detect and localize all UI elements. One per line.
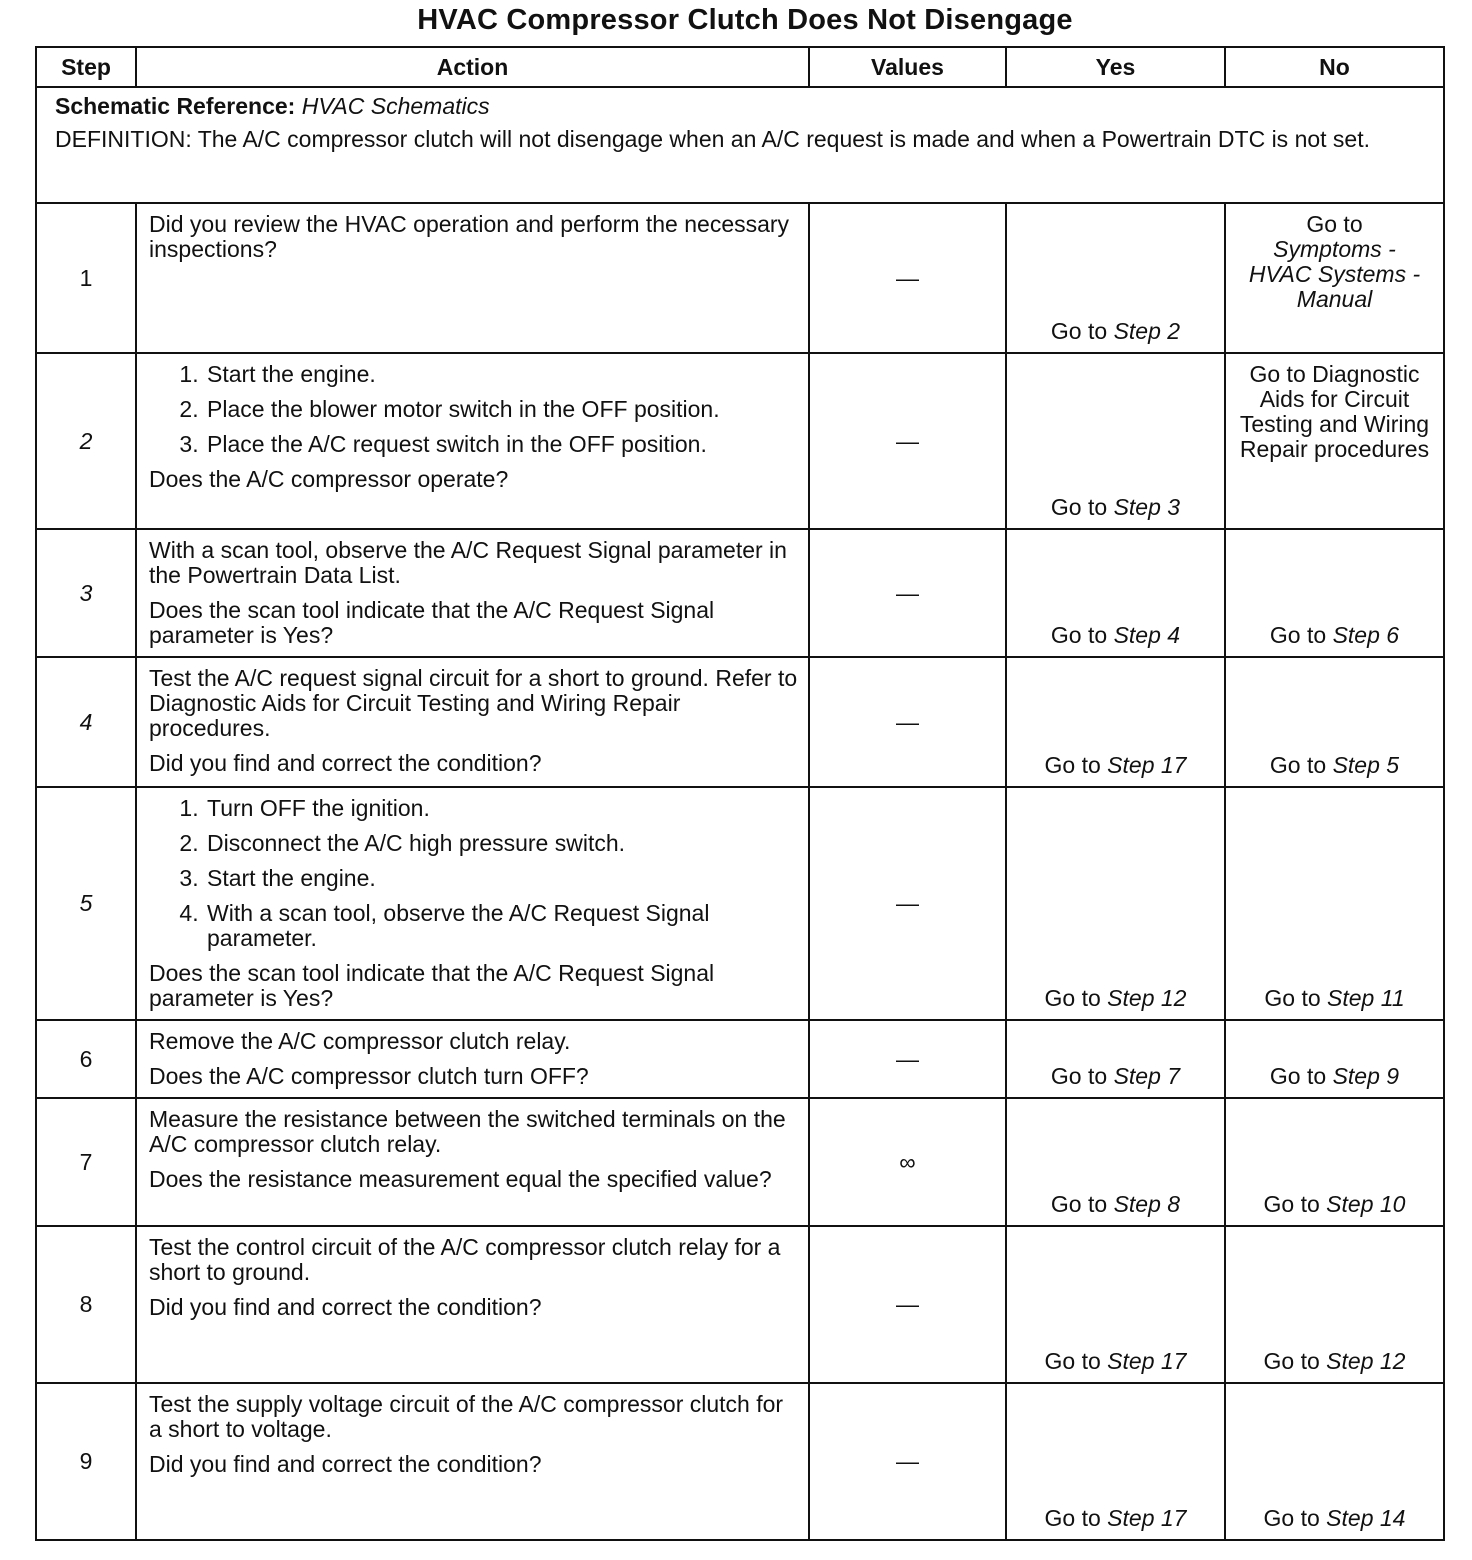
yes-cell[interactable]: [1006, 1020, 1225, 1098]
action-steps-list: [149, 362, 798, 457]
no-step-link[interactable]: Step 12: [1326, 1348, 1406, 1374]
table-row: [36, 1098, 1444, 1226]
no-goto-prefix: Go to: [1263, 1505, 1320, 1531]
step-number: 7: [36, 1098, 136, 1226]
no-cell[interactable]: [1225, 1098, 1444, 1226]
no-goto-prefix: Go to: [1269, 752, 1327, 778]
action-question: Does the scan tool indicate that the A/C Request Signal parameter is Yes?: [149, 960, 715, 1011]
yes-goto-prefix: Go to: [1044, 1505, 1101, 1531]
no-step-link[interactable]: Step 9: [1332, 1063, 1400, 1089]
yes-goto-prefix: Go to: [1050, 1191, 1108, 1217]
table-row: [36, 353, 1444, 529]
step-number: 4: [36, 657, 136, 787]
value-cell: —: [809, 1020, 1006, 1098]
value-cell: —: [809, 787, 1006, 1020]
action-text: Does the A/C compressor clutch turn OFF?: [149, 1063, 589, 1089]
value-cell: —: [809, 657, 1006, 787]
value-cell: —: [809, 1383, 1006, 1540]
no-goto-prefix: Go to: [1263, 1348, 1320, 1374]
no-cell[interactable]: [1225, 657, 1444, 787]
yes-cell[interactable]: [1006, 1226, 1225, 1383]
no-cell[interactable]: [1225, 1226, 1444, 1383]
list-item: 2. Place the blower motor switch in the OFF position.: [205, 397, 798, 422]
schematic-label: Schematic Reference:: [55, 93, 296, 119]
schematic-row: [36, 87, 1444, 203]
yes-goto-prefix: Go to: [1044, 752, 1101, 778]
action-text: Does the resistance measurement equal the specified value?: [149, 1166, 772, 1192]
no-cell[interactable]: [1225, 529, 1444, 657]
action-cell: [136, 353, 809, 529]
value-cell: —: [809, 1226, 1006, 1383]
header-action: Action: [136, 47, 809, 87]
action-text: Did you find and correct the condition?: [149, 1451, 542, 1477]
page-title: HVAC Compressor Clutch Does Not Disengage: [417, 4, 1073, 36]
no-cell[interactable]: [1225, 203, 1444, 353]
no-cell[interactable]: [1225, 1020, 1444, 1098]
step-number: 9: [36, 1383, 136, 1540]
yes-cell[interactable]: [1006, 1098, 1225, 1226]
yes-goto-prefix: Go to: [1044, 985, 1101, 1011]
list-item: 3. Place the A/C request switch in the OFF position.: [205, 432, 798, 457]
definition-text: DEFINITION: The A/C compressor clutch will not disengage when an A/C request is made and when a Powertrain DTC is not set.: [55, 126, 1370, 152]
action-text: Test the control circuit of the A/C compressor clutch relay for a short to ground.: [149, 1234, 781, 1285]
yes-cell[interactable]: [1006, 529, 1225, 657]
yes-step-link[interactable]: Step 17: [1107, 1348, 1187, 1374]
no-step-link[interactable]: Step 10: [1326, 1191, 1406, 1217]
yes-goto-prefix: Go to: [1050, 318, 1108, 344]
yes-step-link[interactable]: Step 2: [1113, 318, 1181, 344]
no-step-link[interactable]: Step 14: [1326, 1505, 1406, 1531]
action-text: Does the scan tool indicate that the A/C Request Signal parameter is Yes?: [149, 597, 715, 648]
action-question: Does the A/C compressor operate?: [149, 466, 509, 492]
step-number: 2: [36, 353, 136, 529]
action-text: With a scan tool, observe the A/C Request Signal parameter in the Powertrain Data List.: [149, 537, 787, 588]
action-text: Did you review the HVAC operation and perform the necessary inspections?: [149, 211, 790, 262]
action-text: Test the supply voltage circuit of the A/C compressor clutch for a short to voltage.: [149, 1391, 784, 1442]
diagnostic-table: [35, 46, 1445, 1541]
yes-step-link[interactable]: Step 8: [1113, 1191, 1181, 1217]
yes-step-link[interactable]: Step 12: [1107, 985, 1187, 1011]
no-goto-prefix: Go to: [1269, 622, 1327, 648]
yes-goto-prefix: Go to: [1050, 494, 1108, 520]
no-goto-prefix: Go to: [1306, 211, 1363, 237]
action-text: Did you find and correct the condition?: [149, 750, 542, 776]
no-cell[interactable]: [1225, 353, 1444, 529]
table-row: [36, 1226, 1444, 1383]
action-cell: [136, 1020, 809, 1098]
list-item: 3. Start the engine.: [205, 866, 798, 891]
no-step-link[interactable]: Step 5: [1332, 752, 1400, 778]
action-cell: [136, 657, 809, 787]
value-cell: ∞: [809, 1098, 1006, 1226]
value-cell: —: [809, 353, 1006, 529]
table-row: [36, 203, 1444, 353]
table-row: [36, 1383, 1444, 1540]
step-number: 8: [36, 1226, 136, 1383]
value-cell: —: [809, 203, 1006, 353]
schematic-link[interactable]: HVAC Schematics: [301, 93, 490, 119]
yes-cell[interactable]: [1006, 203, 1225, 353]
table-row: [36, 657, 1444, 787]
action-text: Did you find and correct the condition?: [149, 1294, 542, 1320]
action-cell: [136, 203, 809, 353]
no-cell[interactable]: [1225, 1383, 1444, 1540]
action-cell: [136, 787, 809, 1020]
no-cell[interactable]: [1225, 787, 1444, 1020]
yes-goto-prefix: Go to: [1050, 1063, 1108, 1089]
table-row: [36, 787, 1444, 1020]
header-values: Values: [809, 47, 1006, 87]
yes-cell[interactable]: [1006, 787, 1225, 1020]
action-text: Remove the A/C compressor clutch relay.: [149, 1028, 571, 1054]
header-no: No: [1225, 47, 1444, 87]
no-step-link[interactable]: Step 6: [1332, 622, 1400, 648]
step-number: 3: [36, 529, 136, 657]
value-cell: —: [809, 529, 1006, 657]
no-goto-prefix: Go to: [1269, 1063, 1327, 1089]
yes-goto-prefix: Go to: [1044, 1348, 1101, 1374]
action-cell: [136, 1226, 809, 1383]
step-number: 5: [36, 787, 136, 1020]
action-steps-list: [149, 796, 798, 951]
no-text[interactable]: Go to Diagnostic Aids for Circuit Testing and Wiring Repair procedures: [1239, 361, 1430, 462]
table-row: [36, 1020, 1444, 1098]
action-text: Test the A/C request signal circuit for a short to ground. Refer to Diagnostic Aids for Circuit Testing and Wiring Repair procedures.: [149, 665, 798, 741]
yes-cell[interactable]: [1006, 353, 1225, 529]
header-row: [36, 47, 1444, 87]
action-cell: [136, 529, 809, 657]
header-step: Step: [36, 47, 136, 87]
no-goto-prefix: Go to: [1263, 1191, 1320, 1217]
yes-cell[interactable]: [1006, 1383, 1225, 1540]
yes-step-link[interactable]: Step 17: [1107, 752, 1187, 778]
list-item: 2. Disconnect the A/C high pressure switch.: [205, 831, 798, 856]
no-symptoms-link[interactable]: Symptoms - HVAC Systems - Manual: [1248, 236, 1421, 312]
yes-step-link[interactable]: Step 4: [1113, 622, 1181, 648]
step-number: 1: [36, 203, 136, 353]
step-number: 6: [36, 1020, 136, 1098]
yes-goto-prefix: Go to: [1050, 622, 1108, 648]
action-cell: [136, 1098, 809, 1226]
table-row: [36, 529, 1444, 657]
yes-cell[interactable]: [1006, 657, 1225, 787]
yes-step-link[interactable]: Step 17: [1107, 1505, 1187, 1531]
list-item: 1. Start the engine.: [205, 362, 798, 387]
header-yes: Yes: [1006, 47, 1225, 87]
no-goto-prefix: Go to: [1264, 985, 1321, 1011]
action-cell: [136, 1383, 809, 1540]
no-step-link[interactable]: Step 11: [1327, 985, 1405, 1011]
list-item: 4. With a scan tool, observe the A/C Request Signal parameter.: [205, 901, 798, 951]
action-text: Measure the resistance between the switched terminals on the A/C compressor clutch relay.: [149, 1106, 786, 1157]
yes-step-link[interactable]: Step 7: [1113, 1063, 1181, 1089]
yes-step-link[interactable]: Step 3: [1113, 494, 1181, 520]
list-item: 1. Turn OFF the ignition.: [205, 796, 798, 821]
